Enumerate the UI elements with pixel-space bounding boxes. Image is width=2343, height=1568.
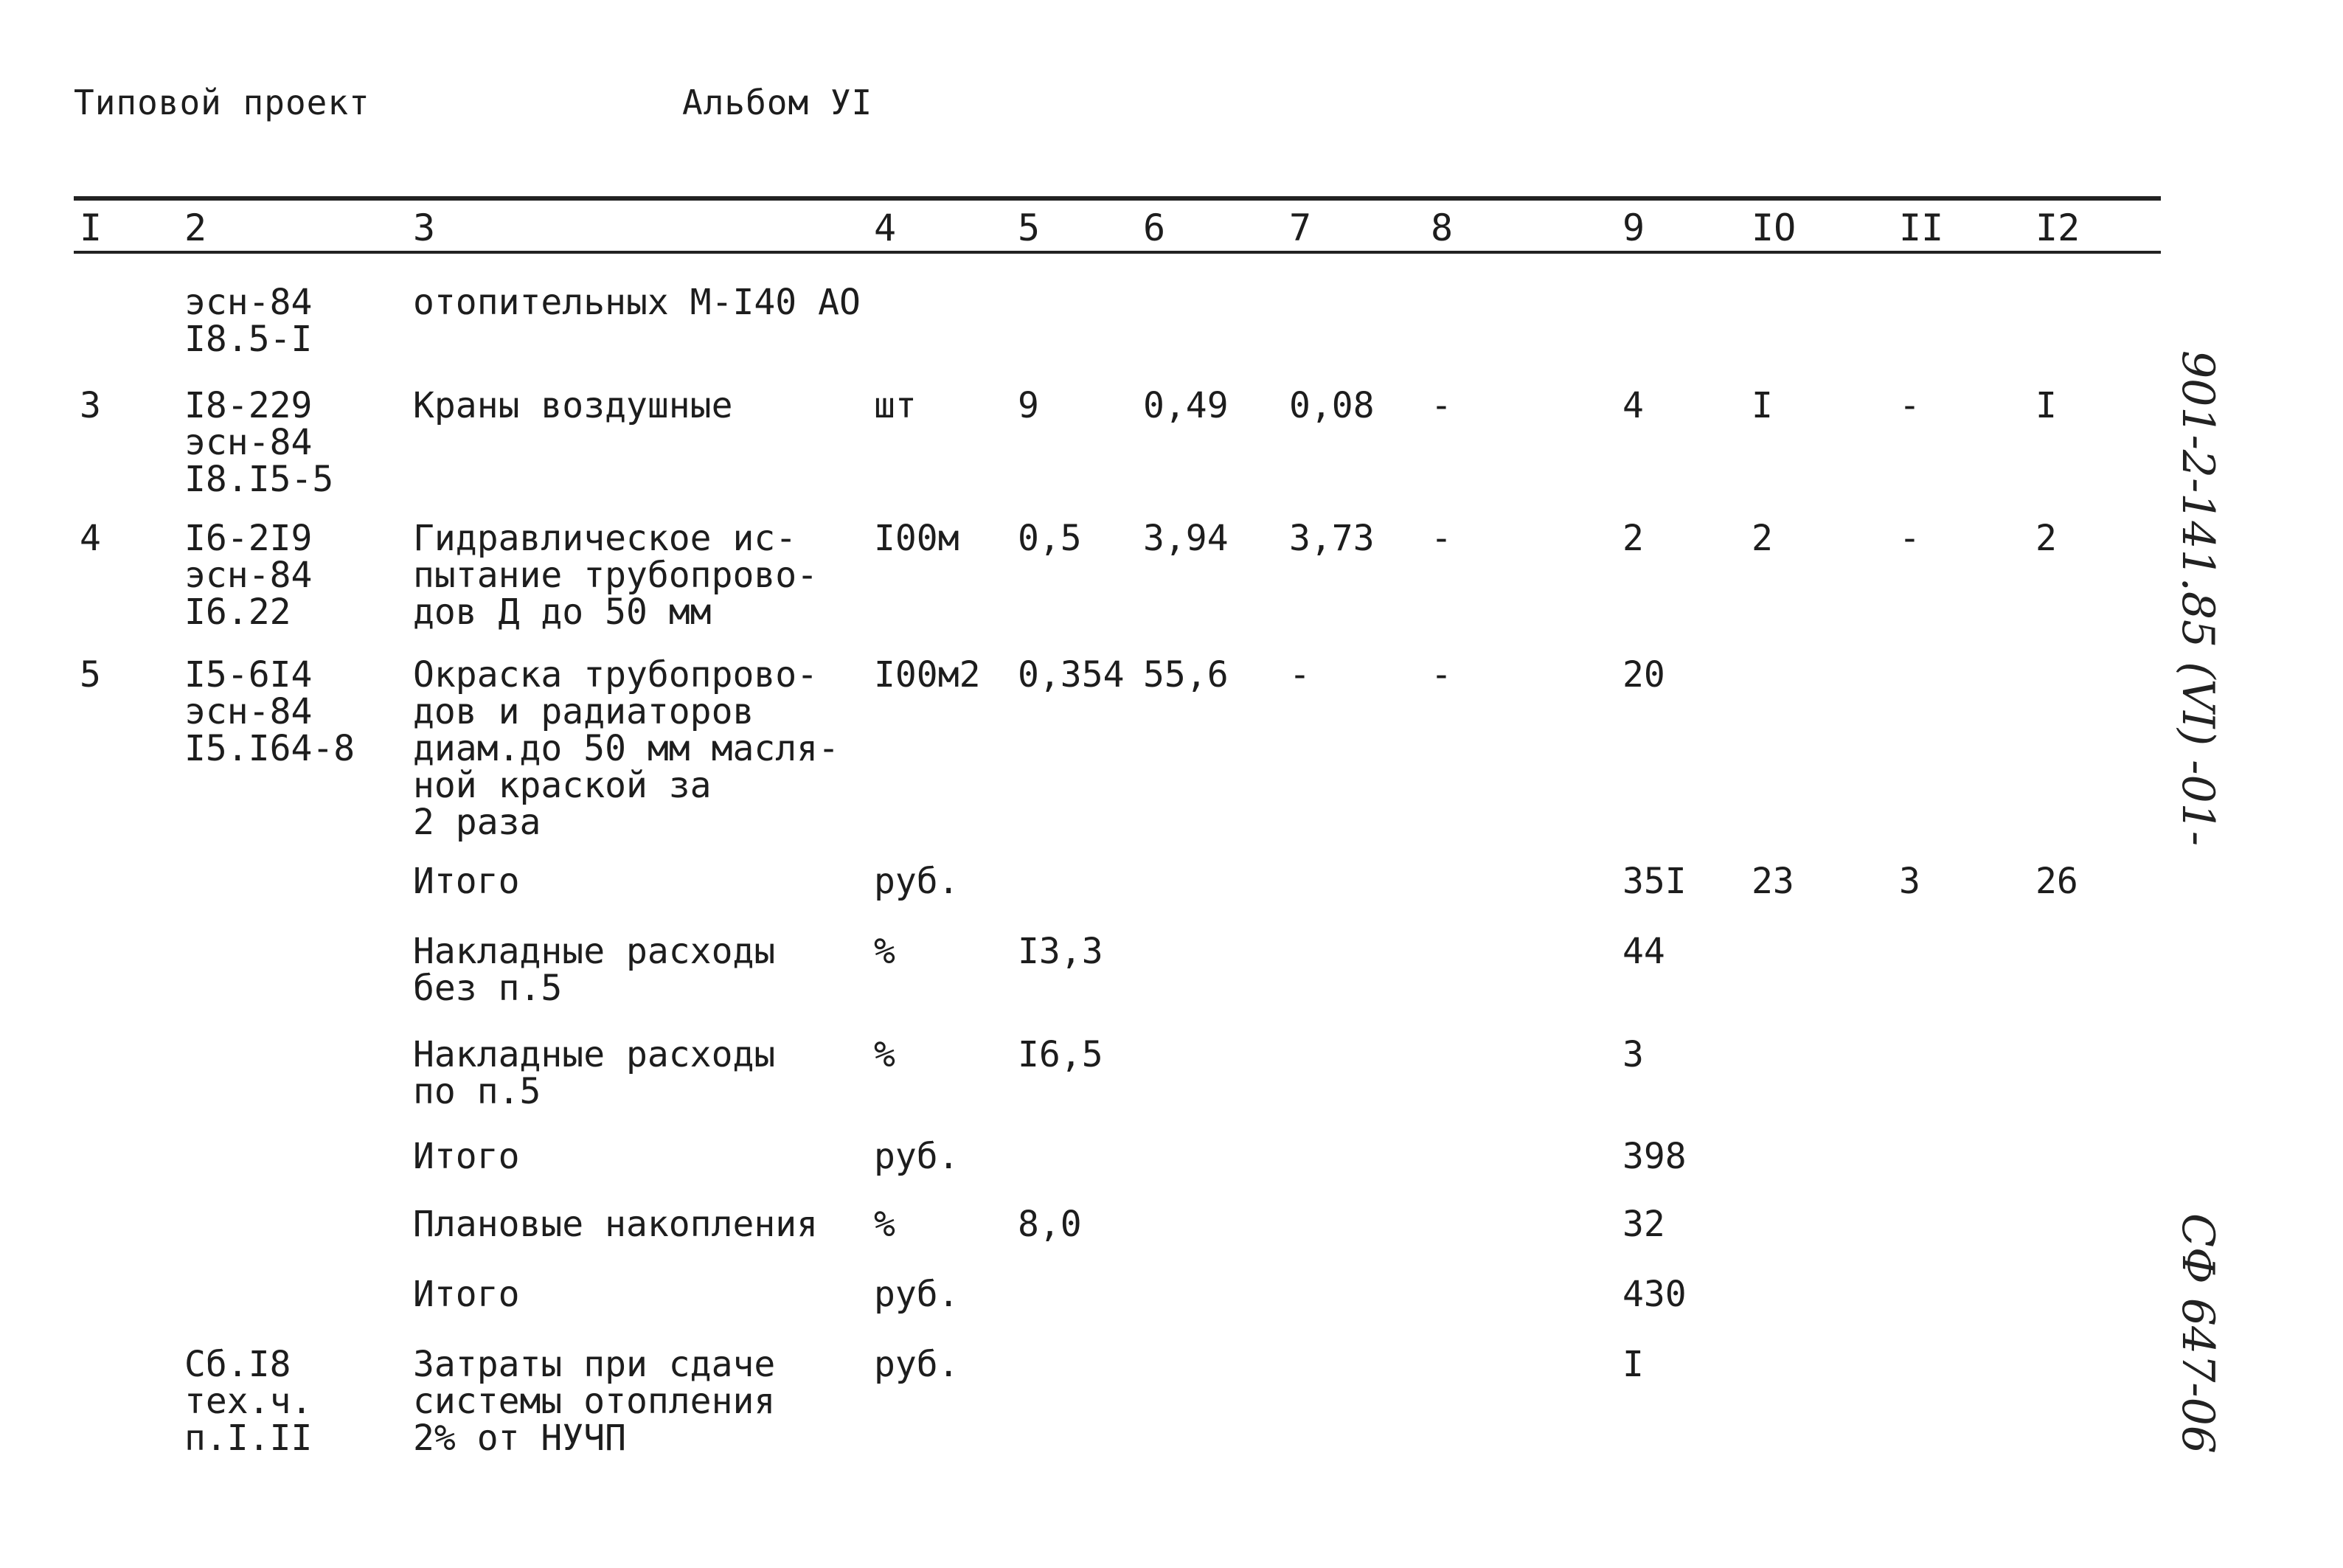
cell-col-5: 0,354 xyxy=(1018,654,1125,695)
cell-col-11: - xyxy=(1899,385,1920,426)
cell-col-5: 8,0 xyxy=(1018,1204,1082,1245)
cell-col-4: руб. xyxy=(874,1136,959,1177)
cell-col-9: I xyxy=(1622,1344,1644,1385)
column-number-3: 3 xyxy=(413,207,436,249)
cell-col-7: 3,73 xyxy=(1289,518,1375,559)
cell-col-9: 4 xyxy=(1622,385,1644,426)
cell-col-11: - xyxy=(1899,518,1920,559)
cell-col-1: 4 xyxy=(80,518,101,559)
cell-col-4: руб. xyxy=(874,1274,959,1315)
cell-col-8: - xyxy=(1431,654,1452,695)
table-header-rule xyxy=(74,251,2161,254)
cell-col-4: I00м2 xyxy=(874,654,981,695)
cell-col-9: 35I xyxy=(1622,861,1687,902)
margin-note-project-code: 901-2-141.85 (VI) -01- xyxy=(2172,350,2224,847)
cell-col-12: 26 xyxy=(2035,861,2078,902)
cell-col-4: руб. xyxy=(874,1344,959,1385)
cell-col-8: - xyxy=(1431,518,1452,559)
cell-col-9: 32 xyxy=(1622,1204,1665,1245)
column-number-8: 8 xyxy=(1431,207,1454,249)
cell-col-4: шт xyxy=(874,385,917,426)
cell-col-2: I8-229 эсн-84 I8.I5-5 xyxy=(184,385,334,500)
cell-col-1: 5 xyxy=(80,654,101,695)
column-number-5: 5 xyxy=(1018,207,1041,249)
cell-col-4: руб. xyxy=(874,861,959,902)
cell-col-3: Накладные расходы по п.5 xyxy=(413,1034,776,1112)
cell-col-2: I5-6I4 эсн-84 I5.I64-8 xyxy=(184,654,355,769)
table-top-rule xyxy=(74,196,2161,201)
cell-col-3: Плановые накопления xyxy=(413,1204,819,1245)
cell-col-4: % xyxy=(874,1204,895,1245)
column-number-4: 4 xyxy=(874,207,897,249)
column-number-10: IO xyxy=(1752,207,1797,249)
cell-col-10: I xyxy=(1752,385,1773,426)
cell-col-3: Гидравлическое ис- пытание трубопрово- дов Д до 50 мм xyxy=(413,518,819,633)
cell-col-7: - xyxy=(1289,654,1311,695)
cell-col-9: 20 xyxy=(1622,654,1665,695)
cell-col-9: 3 xyxy=(1622,1034,1644,1075)
cell-col-5: I6,5 xyxy=(1018,1034,1103,1075)
cell-col-2: эсн-84 I8.5-I xyxy=(184,282,313,360)
column-number-1: I xyxy=(80,207,103,249)
cell-col-3: Итого xyxy=(413,861,520,902)
cell-col-3: Итого xyxy=(413,1274,520,1315)
cell-col-3: Затраты при сдаче системы отопления 2% от НУЧП xyxy=(413,1344,776,1459)
cell-col-11: 3 xyxy=(1899,861,1920,902)
cell-col-6: 3,94 xyxy=(1143,518,1229,559)
cell-col-4: I00м xyxy=(874,518,959,559)
cell-col-3: Итого xyxy=(413,1136,520,1177)
project-title: Типовой проект xyxy=(74,83,370,122)
cell-col-5: 9 xyxy=(1018,385,1039,426)
cell-col-8: - xyxy=(1431,385,1452,426)
cell-col-3: Краны воздушные xyxy=(413,385,733,426)
margin-note-sheet-code: СФ 647-06 xyxy=(2172,1213,2224,1454)
cell-col-9: 430 xyxy=(1622,1274,1687,1315)
cell-col-1: 3 xyxy=(80,385,101,426)
cell-col-9: 398 xyxy=(1622,1136,1687,1177)
cell-col-5: I3,3 xyxy=(1018,931,1103,972)
column-number-9: 9 xyxy=(1622,207,1645,249)
cell-col-5: 0,5 xyxy=(1018,518,1082,559)
cell-col-2: Сб.I8 тех.ч. п.I.II xyxy=(184,1344,313,1459)
cell-col-6: 55,6 xyxy=(1143,654,1229,695)
cell-col-3: Накладные расходы без п.5 xyxy=(413,931,776,1009)
cell-col-3: Окраска трубопрово- дов и радиаторов диам.до 50 мм масля- ной краской за 2 раза xyxy=(413,654,839,843)
cell-col-9: 2 xyxy=(1622,518,1644,559)
cell-col-12: I xyxy=(2035,385,2057,426)
cell-col-10: 2 xyxy=(1752,518,1773,559)
cell-col-4: % xyxy=(874,1034,895,1075)
column-number-7: 7 xyxy=(1289,207,1312,249)
column-number-11: II xyxy=(1899,207,1944,249)
cell-col-3: отопительных М-I40 АО xyxy=(413,282,861,323)
cell-col-9: 44 xyxy=(1622,931,1665,972)
column-number-2: 2 xyxy=(184,207,207,249)
cell-col-10: 23 xyxy=(1752,861,1794,902)
cell-col-4: % xyxy=(874,931,895,972)
cell-col-7: 0,08 xyxy=(1289,385,1375,426)
album-title: Альбом УI xyxy=(682,83,873,122)
cell-col-12: 2 xyxy=(2035,518,2057,559)
cell-col-2: I6-2I9 эсн-84 I6.22 xyxy=(184,518,313,633)
column-number-6: 6 xyxy=(1143,207,1166,249)
cell-col-6: 0,49 xyxy=(1143,385,1229,426)
column-number-12: I2 xyxy=(2035,207,2080,249)
